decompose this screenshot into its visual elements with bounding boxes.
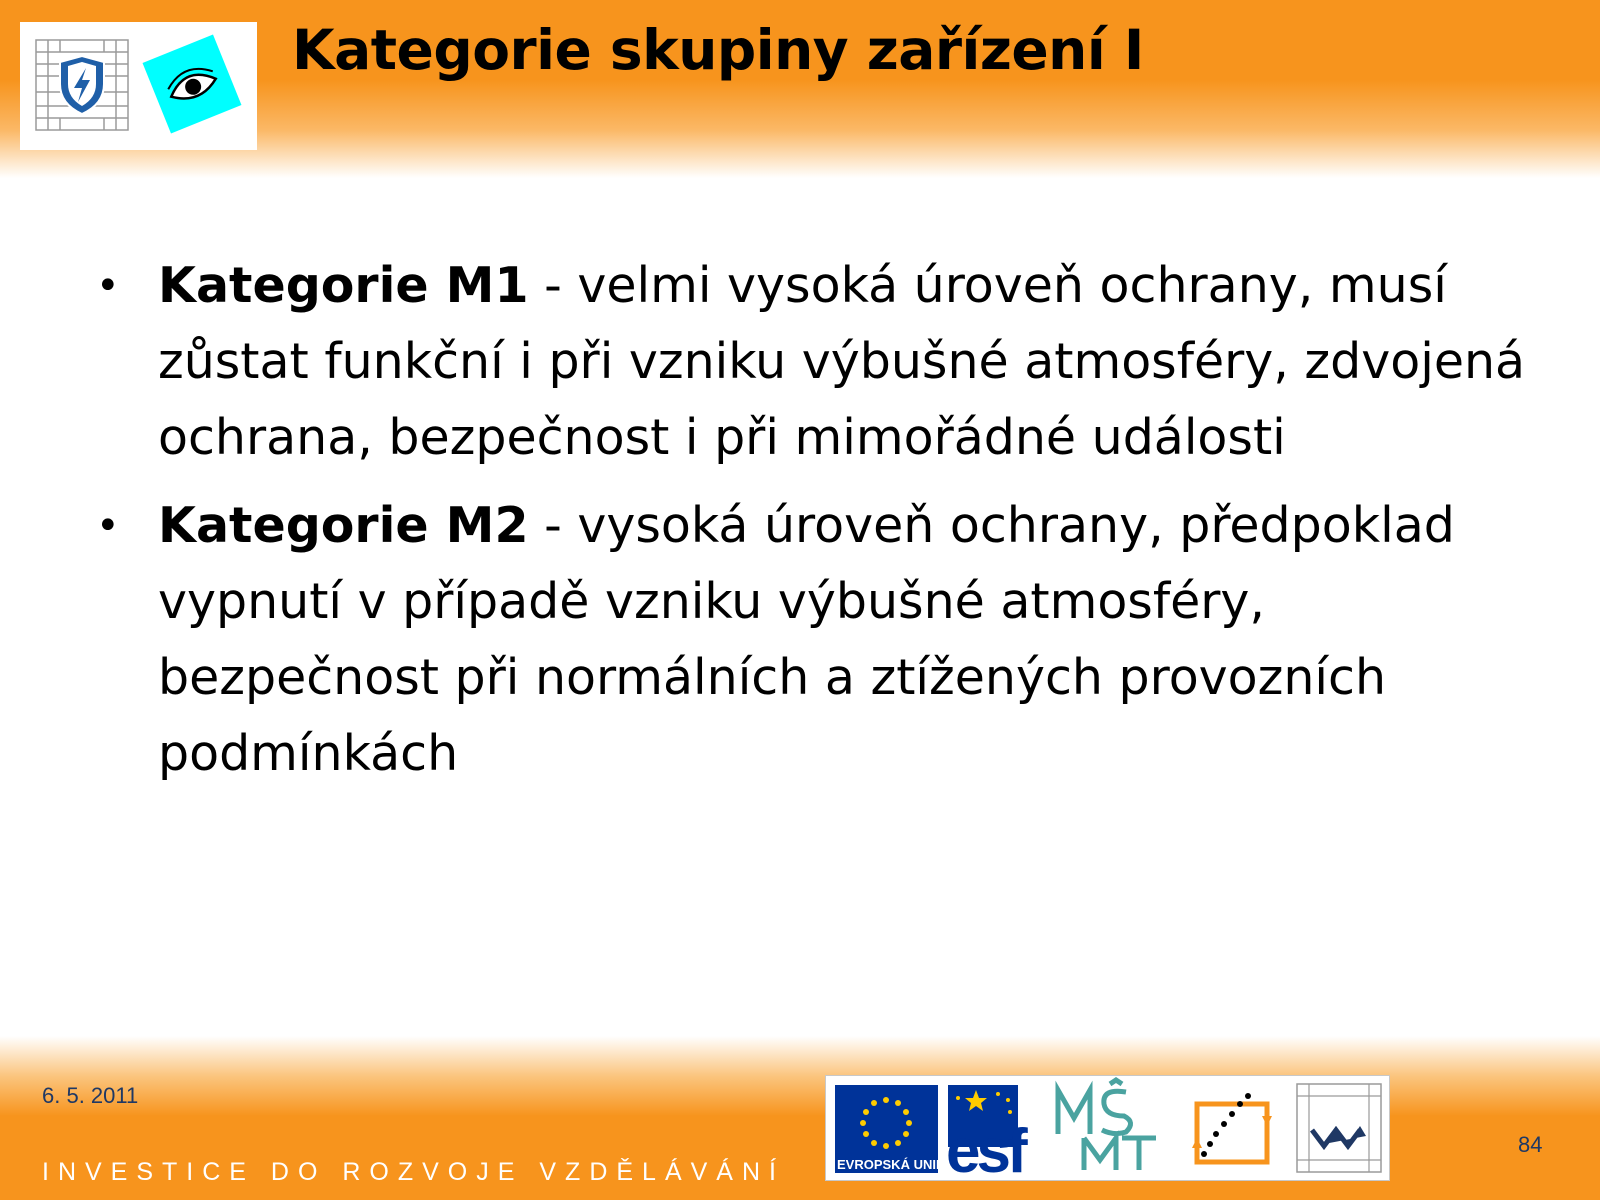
svg-text:esf: esf <box>946 1117 1024 1180</box>
eu-label: EVROPSKÁ UNIE <box>837 1157 945 1172</box>
page-title: Kategorie skupiny zařízení I <box>292 18 1144 82</box>
slide-date: 6. 5. 2011 <box>42 1083 139 1108</box>
page-number: 84 <box>1518 1132 1543 1157</box>
slide-content <box>92 248 1532 804</box>
op-vk-logo <box>1192 1093 1272 1162</box>
bullet-text: - vysoká úroveň ochrany, předpoklad vypnutí v případě vzniku výbušné atmosféry, bezpečnost při normálních a ztížených provozních podmínkách <box>158 497 1455 782</box>
bullet-term: Kategorie M2 <box>158 497 529 554</box>
bullet-item <box>92 248 1532 476</box>
esf-logo <box>946 1085 1028 1180</box>
header-logos <box>20 22 257 150</box>
bullet-marker: • <box>96 263 120 309</box>
header-logo-box <box>20 22 257 150</box>
bullet-marker: • <box>96 503 120 549</box>
msmt-logo <box>1058 1080 1156 1170</box>
eye-icon <box>143 35 242 134</box>
university-logo <box>1297 1084 1381 1172</box>
bullet-text: - velmi vysoká úroveň ochrany, musí zůstat funkční i při vzniku výbušné atmosféry, zdvojená ochrana, bezpečnost i při mimořádné události <box>158 257 1526 466</box>
footer-tagline: INVESTICE DO ROZVOJE VZDĚLÁVÁNÍ <box>42 1158 785 1186</box>
footer-logo-strip <box>825 1075 1390 1181</box>
bullet-item <box>92 488 1532 792</box>
bullet-term: Kategorie M1 <box>158 257 529 314</box>
